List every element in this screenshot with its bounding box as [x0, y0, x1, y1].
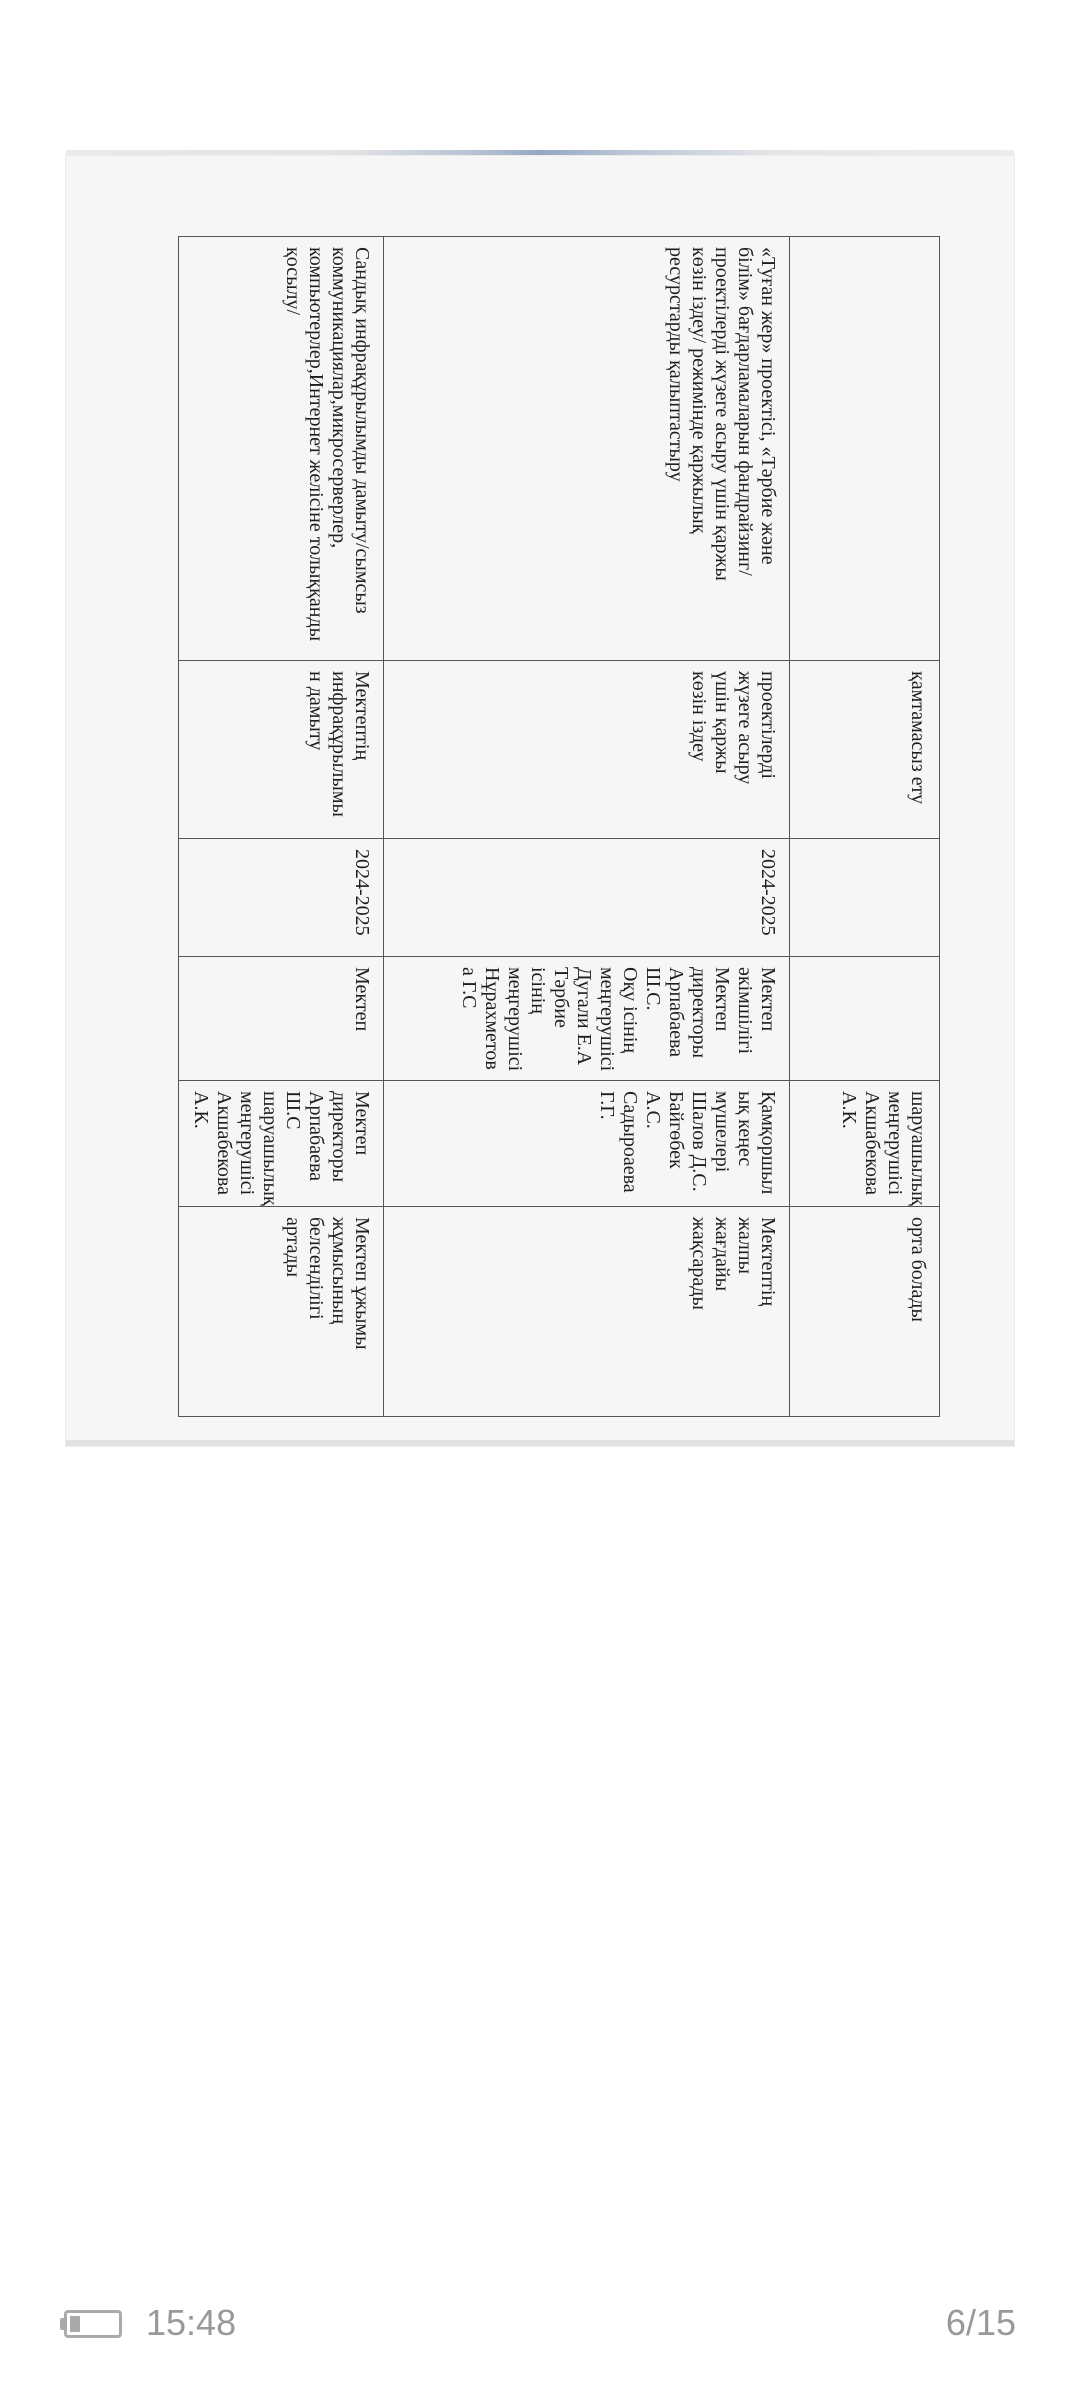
cell-text-line: Мектеп: [351, 1091, 373, 1156]
table-row: [179, 237, 384, 1417]
cell-text-line: Садыроаева: [619, 1091, 641, 1193]
cell-text-line: белсенділігі: [305, 1217, 327, 1320]
cell-text-line: Мектептің: [351, 671, 373, 761]
cell-text-line: Дугали Е.А: [573, 967, 595, 1066]
cell-text-line: н дамыту: [305, 671, 327, 751]
table-cell: [384, 237, 790, 661]
cell-text-line: жақсарады: [688, 1217, 710, 1310]
cell-text-line: шаруашылық: [259, 1091, 281, 1206]
cell-text-line: инфрақұрылымы: [328, 671, 350, 817]
cell-text-line: Қамқоршыл: [757, 1091, 779, 1195]
table-cell: [179, 957, 384, 1081]
cell-text-line: меңгерушісі: [504, 967, 526, 1072]
cell-text-line: жалпы: [734, 1217, 756, 1274]
cell-text-line: артады: [282, 1217, 304, 1278]
cell-text-line: А.С.: [642, 1091, 664, 1129]
cell-text-line: қамтамасыз ету: [907, 671, 929, 805]
cell-text-line: меңгерушісі: [884, 1091, 906, 1196]
cell-text-line: Арпабаева: [305, 1091, 327, 1182]
cell-text-line: коммуникациялар,микросерверлер,: [328, 247, 350, 549]
cell-text-line: проектілерді жүзеге асыру үшін қаржы: [711, 247, 733, 581]
table-cell: [790, 1081, 940, 1207]
cell-text-line: Байгөбек: [665, 1091, 687, 1169]
cell-text-line: көзін іздеу: [688, 671, 710, 762]
cell-text-line: директоры: [688, 967, 710, 1059]
cell-text-line: әкімшілігі: [734, 967, 756, 1055]
scan-bottom-edge: [66, 1440, 1014, 1446]
cell-text-line: Мектеп: [351, 967, 373, 1032]
cell-text-line: Ш.С.: [642, 967, 664, 1011]
table-cell: [384, 1081, 790, 1207]
cell-text-line: директоры: [328, 1091, 350, 1183]
cell-text-line: меңгерушісі: [236, 1091, 258, 1196]
cell-text-line: меңгерушісі: [596, 967, 618, 1072]
cell-text-line: жұмысының: [328, 1217, 350, 1325]
table-cell: [384, 957, 790, 1081]
cell-text-line: ісінің: [527, 967, 549, 1014]
cell-text-line: Сандық инфрақұрылымды дамыту/сымсыз: [351, 247, 373, 614]
table-cell: [179, 1207, 384, 1417]
cell-text-line: ық кеңес: [734, 1091, 756, 1167]
cell-text-line: мүшелері: [711, 1091, 733, 1173]
cell-text-line: қосылу/: [282, 247, 304, 316]
table-row: [790, 237, 940, 1417]
cell-text-line: «Туған жер» проектісі, «Тәрбие және: [757, 247, 779, 565]
cell-text-line: Оқу ісінің: [619, 967, 641, 1054]
cell-text-line: Ш.С: [282, 1091, 304, 1130]
cell-text-line: Арпабаева: [665, 967, 687, 1058]
cell-text-line: жүзеге асыру: [734, 671, 756, 785]
cell-text-line: Г.Г.: [596, 1091, 618, 1120]
cell-text-line: шаруашылық: [907, 1091, 929, 1206]
table-row: [384, 237, 790, 1417]
cell-text-line: Нұрахметов: [481, 967, 503, 1070]
clock-time: 15:48: [146, 2302, 237, 2343]
cell-text-line: проектілерді: [757, 671, 779, 779]
cell-text-line: жағдайы: [711, 1217, 733, 1292]
cell-text-line: 2024-2025: [757, 849, 779, 936]
cell-text-line: Шалов Д.С.: [688, 1091, 710, 1192]
table-cell: [790, 237, 940, 661]
table-cell: [179, 839, 384, 957]
table-cell: [384, 839, 790, 957]
cell-text-line: орта болады: [907, 1217, 929, 1322]
cell-text-line: Акшабекова: [213, 1091, 235, 1195]
cell-text-line: Акшабекова: [861, 1091, 883, 1195]
table-cell: [179, 237, 384, 661]
cell-text-line: Мектеп ұжымы: [351, 1217, 373, 1350]
cell-text-line: үшін қаржы: [711, 671, 733, 774]
plan-table: [178, 236, 940, 1417]
table-cell: [179, 1081, 384, 1207]
cell-text-line: а Г.С: [458, 967, 480, 1009]
cell-text-line: 2024-2025: [351, 849, 373, 936]
table-cell: [790, 661, 940, 839]
page-indicator[interactable]: 6/15: [945, 2302, 1016, 2343]
cell-text-line: Мектеп: [711, 967, 733, 1032]
cell-text-line: Тәрбие: [550, 967, 572, 1028]
rotated-document-table: [190, 236, 940, 1416]
cell-text-line: білім» бағдарламаларын фандрайзинг/: [734, 247, 756, 576]
table-cell: [790, 957, 940, 1081]
table-cell: [384, 1207, 790, 1417]
table-cell: [790, 839, 940, 957]
cell-text-line: Мектептің: [757, 1217, 779, 1307]
cell-text-line: компьютерлер,Интернет желісіне толыққанды: [305, 247, 327, 642]
table-cell: [790, 1207, 940, 1417]
table-cell: [179, 661, 384, 839]
cell-text-line: ресурстарды қалыптастыру: [665, 247, 687, 482]
cell-text-line: Мектеп: [757, 967, 779, 1032]
battery-level: [70, 2316, 80, 2332]
cell-text-line: А.К.: [838, 1091, 860, 1129]
cell-text-line: А.К.: [190, 1091, 212, 1129]
cell-text-line: көзін іздеу/ режимінде қаржылық: [688, 247, 710, 534]
table-cell: [384, 661, 790, 839]
